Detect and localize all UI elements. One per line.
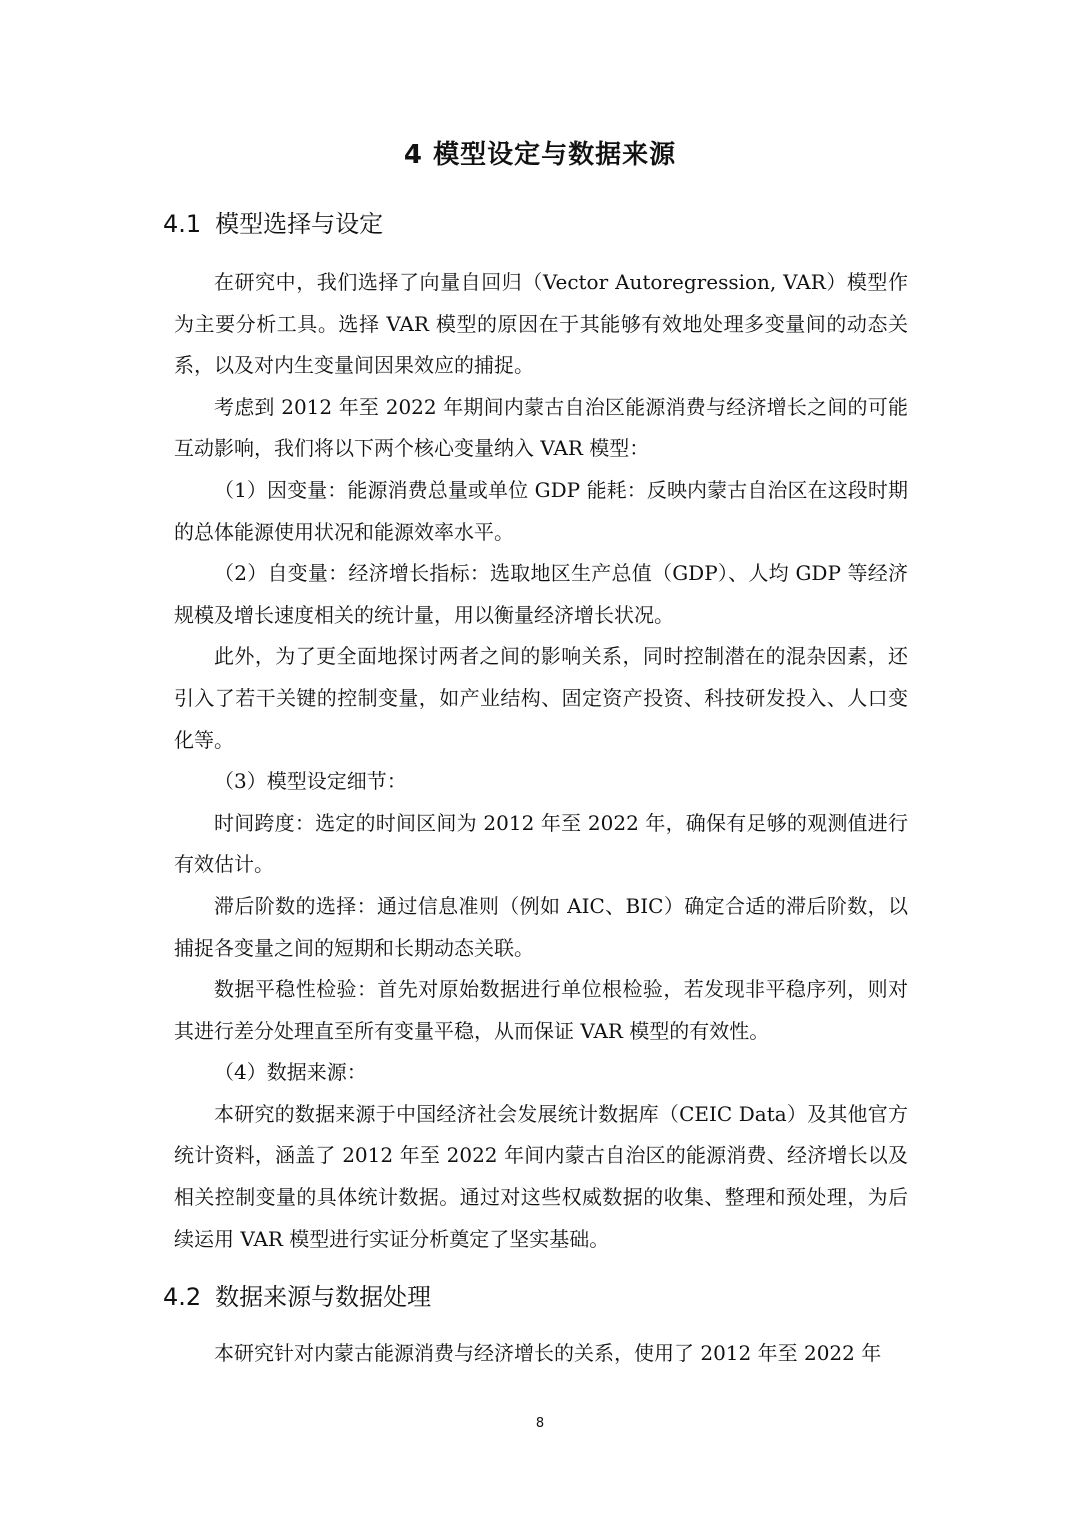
section-heading-4-2 <box>163 1277 431 1317</box>
section-number: 4.1 <box>163 210 202 238</box>
paragraph: （4）数据来源： <box>214 1060 367 1085</box>
paragraph: （1）因变量：能源消费总量或单位 GDP 能耗：反映内蒙古自治区在这段时期的总体能源使用状况和能源效率水平。 <box>174 477 908 544</box>
section-title-text: 数据来源与数据处理 <box>215 1283 432 1311</box>
section-4-1-body <box>174 262 908 1260</box>
paragraph: 本研究的数据来源于中国经济社会发展统计数据库（CEIC Data）及其他官方统计资料，涵盖了 2012 年至 2022 年间内蒙古自治区的能源消费、经济增长以及相关控制变量的具体统计数据。通过对这些权威数据的收集、整理和预处理，为后续运用 VAR 模型进行实证分析奠定了坚实基础。 <box>174 1101 908 1251</box>
paragraph: 时间跨度：选定的时间区间为 2012 年至 2022 年，确保有足够的观测值进行有效估计。 <box>174 810 908 877</box>
paragraph: 此外，为了更全面地探讨两者之间的影响关系，同时控制潜在的混杂因素，还引入了若干关键的控制变量，如产业结构、固定资产投资、科技研发投入、人口变化等。 <box>174 644 908 752</box>
chapter-title: 4 模型设定与数据来源 <box>403 140 677 170</box>
section-heading-4-1 <box>163 204 383 244</box>
section-title-text: 模型选择与设定 <box>215 210 384 238</box>
paragraph: （2）自变量：经济增长指标：选取地区生产总值（GDP）、人均 GDP 等经济规模及增长速度相关的统计量，用以衡量经济增长状况。 <box>174 561 908 627</box>
paragraph: 考虑到 2012 年至 2022 年期间内蒙古自治区能源消费与经济增长之间的可能互动影响，我们将以下两个核心变量纳入 VAR 模型： <box>174 394 908 461</box>
section-number: 4.2 <box>163 1283 202 1311</box>
paragraph: 滞后阶数的选择：通过信息准则（例如 AIC、BIC）确定合适的滞后阶数，以捕捉各变量之间的短期和长期动态关联。 <box>174 893 908 960</box>
paragraph: 数据平稳性检验：首先对原始数据进行单位根检验，若发现非平稳序列，则对其进行差分处理直至所有变量平稳，从而保证 VAR 模型的有效性。 <box>174 977 908 1043</box>
page-number: 8 <box>535 1416 545 1431</box>
paragraph: （3）模型设定细节： <box>214 769 407 794</box>
paragraph: 本研究针对内蒙古能源消费与经济增长的关系，使用了 2012 年至 2022 年 <box>214 1341 882 1365</box>
paragraph: 在研究中，我们选择了向量自回归（Vector Autoregression, VAR）模型作为主要分析工具。选择 VAR 模型的原因在于其能够有效地处理多变量间的动态关系，以及对内生变量间因果效应的捕捉。 <box>174 270 908 378</box>
section-4-2-body <box>174 1333 908 1375</box>
